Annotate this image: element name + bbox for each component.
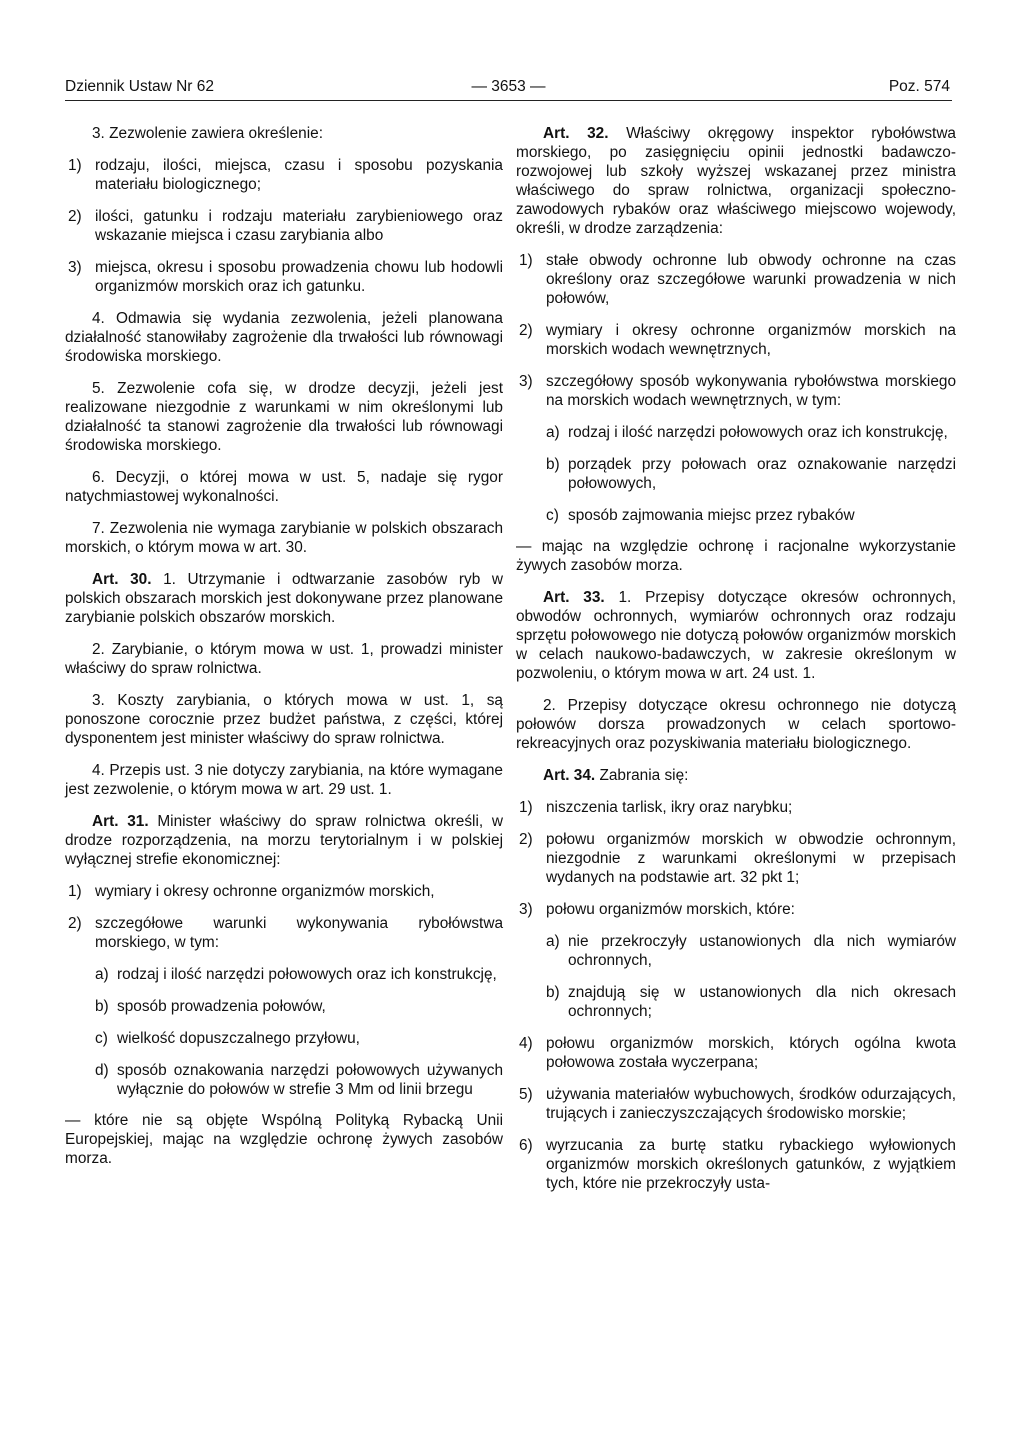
list-item [516, 1136, 956, 1193]
sub-item [65, 997, 503, 1016]
sub-item-letter: a) [546, 424, 560, 441]
paragraph-7: 7. Zezwolenia nie wymaga zarybianie w polskich obszarach morskich, o którym mowa w art. 30. [65, 520, 503, 556]
position-number: Poz. 574 [888, 78, 950, 95]
article-32-closing: — mając na względzie ochronę i racjonalne wykorzystanie żywych zasobów morza. [516, 538, 956, 574]
article-30-text: 1. Utrzymanie i odtwarzanie zasobów ryb w polskich obszarach morskich jest dokonywane przez planowane zarybianie polskich obszarów morskich. [65, 571, 503, 626]
article-34-label: Art. 34. [543, 767, 596, 784]
article-32-intro [516, 124, 956, 238]
list-item [516, 321, 956, 359]
list-item [516, 1085, 956, 1123]
item-text: szczegółowy sposób wykonywania rybołówstwa morskiego na morskich wodach wewnętrznych, w tym: [546, 373, 956, 409]
article-31-closing: — które nie są objęte Wspólną Polityką Rybacką Unii Europejskiej, mając na względzie ochronę żywych zasobów morza. [65, 1112, 503, 1167]
article-32-label: Art. 32. [543, 125, 609, 142]
list-item [516, 251, 956, 308]
list-item [65, 207, 503, 245]
item-number: 2) [519, 831, 533, 848]
sub-item [516, 455, 956, 493]
sub-item-text: sposób zajmowania miejsc przez rybaków [568, 507, 855, 524]
article-32-text: Właściwy okręgowy inspektor rybołówstwa morskiego, po zasięgnięciu opinii jednostki badawczo-rozwojowej lub szkoły wyższej wskazanej przez ministra właściwego do spraw rolnictwa, organizacji społeczno-zawodowych rybaków oraz właściwego miejscowo wojewody, określi, w drodze zarządzenia: [516, 125, 956, 237]
article-33-para-1 [516, 588, 956, 683]
article-30-label: Art. 30. [92, 571, 152, 588]
sub-item-letter: a) [546, 933, 560, 950]
sub-item-letter: c) [95, 1030, 108, 1047]
list-item [516, 830, 956, 887]
item-number: 1) [519, 252, 533, 269]
item-text: używania materiałów wybuchowych, środków odurzających, trujących i zanieczyszczających środowisko morskie; [546, 1086, 956, 1122]
sub-item-letter: d) [95, 1062, 109, 1079]
list-item [516, 900, 956, 919]
sub-item [516, 506, 956, 525]
paragraph-4: 4. Odmawia się wydania zezwolenia, jeżeli planowana działalność stanowiłaby zagrożenie dla trwałości lub równowagi środowiska morskiego. [65, 310, 503, 365]
item-number: 2) [68, 915, 82, 932]
sub-item-letter: b) [95, 998, 109, 1015]
item-number: 1) [68, 883, 82, 900]
list-item [65, 914, 503, 952]
paragraph-3-intro: 3. Zezwolenie zawiera określenie: [92, 125, 323, 142]
item-text: wymiary i okresy ochronne organizmów morskich, [95, 883, 435, 900]
article-34-text: Zabrania się: [595, 767, 689, 784]
article-33-para-2: 2. Przepisy dotyczące okresu ochronnego nie dotyczą połowów dorsza prowadzonych w celach sportowo-rekreacyjnych oraz pozyskiwania materiału biologicznego. [516, 697, 956, 752]
sub-item-text: znajdują się w ustanowionych dla nich okresach ochronnych; [568, 984, 956, 1020]
item-text: miejsca, okresu i sposobu prowadzenia chowu lub hodowli organizmów morskich oraz ich gatunku. [95, 259, 503, 295]
sub-item-letter: b) [546, 984, 560, 1001]
item-text: ilości, gatunku i rodzaju materiału zarybieniowego oraz wskazanie miejsca i czasu zarybiania albo [95, 208, 503, 244]
page-header [65, 76, 952, 101]
sub-item [65, 1061, 503, 1099]
list-item [516, 798, 956, 817]
item-number: 3) [519, 901, 533, 918]
sub-item-text: wielkość dopuszczalnego przyłowu, [117, 1030, 360, 1047]
article-33-label: Art. 33. [543, 589, 605, 606]
item-number: 5) [519, 1086, 533, 1103]
article-34-intro [516, 766, 956, 785]
item-number: 1) [519, 799, 533, 816]
sub-item [516, 983, 956, 1021]
sub-item [65, 1029, 503, 1048]
item-text: połowu organizmów morskich, których ogólna kwota połowowa została wyczerpana; [546, 1035, 956, 1071]
item-number: 2) [68, 208, 82, 225]
item-number: 1) [68, 157, 82, 174]
list-item [65, 882, 503, 901]
sub-item-text: sposób oznakowania narzędzi połowowych używanych wyłącznie do połowów w strefie 3 Mm od linii brzegu [117, 1062, 503, 1098]
item-text: wyrzucania za burtę statku rybackiego wyłowionych organizmów morskich określonych gatunków, z wyjątkiem tych, które nie przekroczyły usta- [546, 1137, 956, 1192]
sub-item [65, 965, 503, 984]
paragraph-5: 5. Zezwolenie cofa się, w drodze decyzji, jeżeli jest realizowane niezgodnie z warunkami w nim określonymi lub działalność ta stanowi zagrożenie dla trwałości lub równowagi środowiska morskiego. [65, 380, 503, 454]
sub-item-text: rodzaj i ilość narzędzi połowowych oraz ich konstrukcję, [568, 424, 948, 441]
sub-item-text: rodzaj i ilość narzędzi połowowych oraz ich konstrukcję, [117, 966, 497, 983]
left-column [65, 124, 503, 1181]
list-item [65, 258, 503, 296]
article-31-label: Art. 31. [92, 813, 149, 830]
page-number: — 3653 — [471, 78, 546, 95]
sub-item-letter: c) [546, 507, 559, 524]
sub-item [516, 423, 956, 442]
item-number: 3) [519, 373, 533, 390]
item-text: rodzaju, ilości, miejsca, czasu i sposobu pozyskania materiału biologicznego; [95, 157, 503, 193]
item-number: 2) [519, 322, 533, 339]
article-30-para-3: 3. Koszty zarybiania, o których mowa w ust. 1, są ponoszone corocznie przez budżet państwa, z części, której dysponentem jest minister właściwy do spraw rolnictwa. [65, 692, 503, 747]
sub-item-text: porządek przy połowach oraz oznakowanie narzędzi połowowych, [568, 456, 956, 492]
item-text: wymiary i okresy ochronne organizmów morskich na morskich wodach wewnętrznych, [546, 322, 956, 358]
item-number: 6) [519, 1137, 533, 1154]
sub-item-text: sposób prowadzenia połowów, [117, 998, 326, 1015]
paragraph-6: 6. Decyzji, o której mowa w ust. 5, nadaje się rygor natychmiastowej wykonalności. [65, 469, 503, 505]
item-text: niszczenia tarlisk, ikry oraz narybku; [546, 799, 793, 816]
item-text: połowu organizmów morskich w obwodzie ochronnym, niezgodnie z warunkami określonymi w przepisach wydanych na podstawie art. 32 pkt 1; [546, 831, 956, 886]
right-column [516, 124, 956, 1206]
list-item [65, 156, 503, 194]
sub-item-text: nie przekroczyły ustanowionych dla nich wymiarów ochronnych, [568, 933, 956, 969]
sub-item [516, 932, 956, 970]
article-31-text: Minister właściwy do spraw rolnictwa określi, w drodze rozporządzenia, na morzu terytorialnym i w polskiej wyłącznej strefie ekonomicznej: [65, 813, 503, 868]
item-number: 4) [519, 1035, 533, 1052]
list-item [516, 372, 956, 410]
sub-item-letter: a) [95, 966, 109, 983]
item-number: 3) [68, 259, 82, 276]
journal-title: Dziennik Ustaw Nr 62 [65, 78, 215, 95]
item-text: stałe obwody ochronne lub obwody ochronne na czas określony oraz szczegółowe warunki prowadzenia w nich połowów, [546, 252, 956, 307]
article-31-intro [65, 812, 503, 869]
item-text: szczegółowe warunki wykonywania rybołówstwa morskiego, w tym: [95, 915, 503, 951]
article-30-para-1 [65, 570, 503, 627]
list-item [516, 1034, 956, 1072]
item-text: połowu organizmów morskich, które: [546, 901, 795, 918]
article-33-text: 1. Przepisy dotyczące okresów ochronnych, obwodów ochronnych, wymiarów ochronnych oraz rodzaju sprzętu połowowego nie dotyczą połowów organizmów morskich w celach naukowo-badawczych, w zakresie określonym w pozwoleniu, o którym mowa w art. 24 ust. 1. [516, 589, 956, 682]
article-30-para-4: 4. Przepis ust. 3 nie dotyczy zarybiania, na które wymagane jest zezwolenie, o którym mowa w art. 29 ust. 1. [65, 762, 503, 798]
article-30-para-2: 2. Zarybianie, o którym mowa w ust. 1, prowadzi minister właściwy do spraw rolnictwa. [65, 641, 503, 677]
sub-item-letter: b) [546, 456, 560, 473]
